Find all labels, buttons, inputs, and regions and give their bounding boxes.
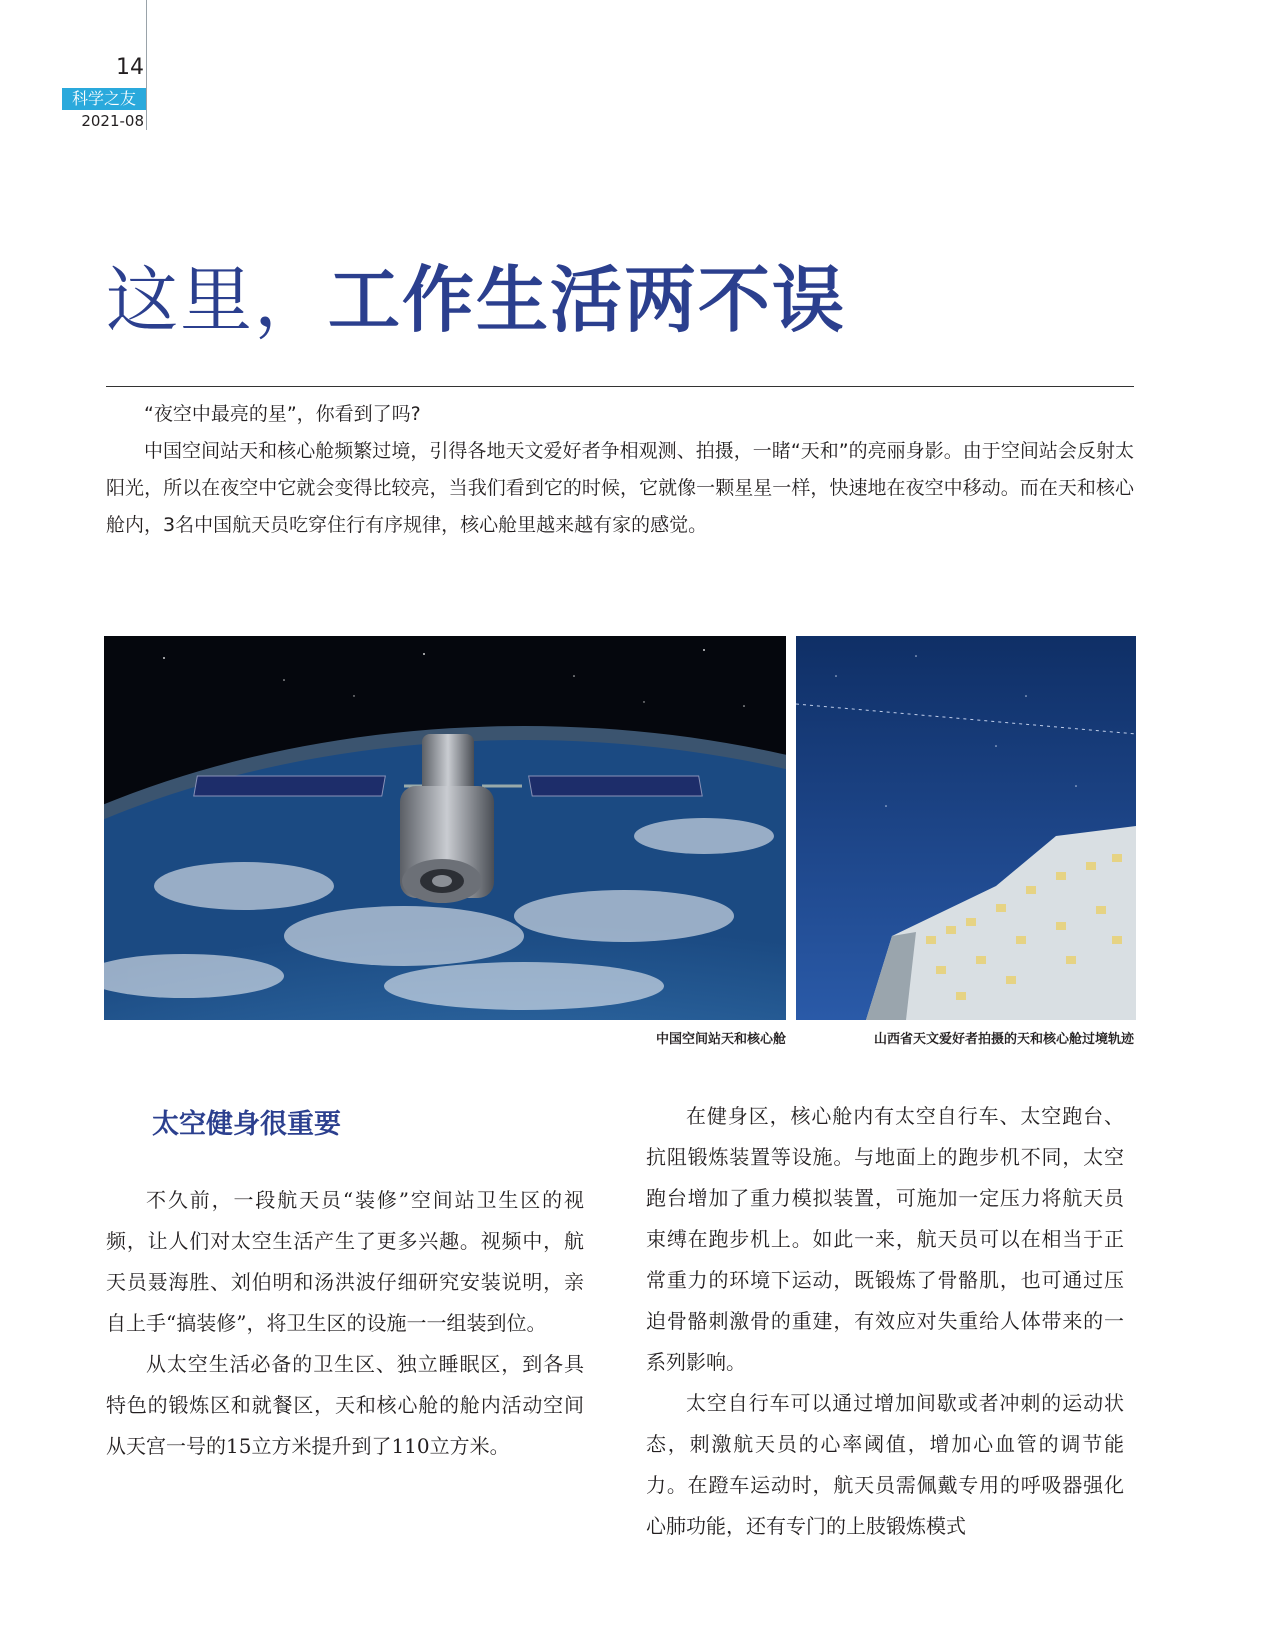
title-light-part: 这里， (106, 258, 329, 342)
title-bold-part: 工作生活两不误 (328, 258, 847, 342)
body-paragraph: 从太空生活必备的卫生区、独立睡眠区，到各具特色的锻炼区和就餐区，天和核心舱的舱内活动空间从天宫一号的15立方米提升到了110立方米。 (106, 1352, 584, 1458)
title-rule (106, 386, 1134, 387)
station-trail-photo (796, 636, 1136, 1020)
body-paragraph: 不久前，一段航天员“装修”空间站卫生区的视频，让人们对太空生活产生了更多兴趣。视频中，航天员聂海胜、刘伯明和汤洪波仔细研究安装说明，亲自上手“搞装修”，将卫生区的设施一一组装到位。 (106, 1188, 584, 1335)
issue-date: 2021-08 (81, 112, 144, 130)
body-paragraph: 太空自行车可以通过增加间歇或者冲刺的运动状态，刺激航天员的心率阈值，增加心血管的调节能力。在蹬车运动时，航天员需佩戴专用的呼吸器强化心肺功能，还有专门的上肢锻炼模式 (646, 1391, 1124, 1538)
page-number: 14 (116, 55, 144, 80)
right-column (646, 1096, 1124, 1547)
magazine-name-tag: 科学之友 (62, 88, 146, 110)
intro-paragraph: 中国空间站天和核心舱频繁过境，引得各地天文爱好者争相观测、拍摄，一睹“天和”的亮丽身影。由于空间站会反射太阳光，所以在夜空中它就会变得比较亮，当我们看到它的时候，它就像一颗星星一样，快速地在夜空中移动。而在天和核心舱内，3名中国航天员吃穿住行有序规律，核心舱里越来越有家的感觉。 (106, 440, 1134, 536)
space-station-photo (104, 636, 786, 1020)
body-paragraph: 在健身区，核心舱内有太空自行车、太空跑台、抗阻锻炼装置等设施。与地面上的跑步机不同，太空跑台增加了重力模拟装置，可施加一定压力将航天员束缚在跑步机上。如此一来，航天员可以在相当于正常重力的环境下运动，既锻炼了骨骼肌，也可通过压迫骨骼刺激骨的重建，有效应对失重给人体带来的一系列影响。 (646, 1104, 1124, 1374)
right-photo-caption: 山西省天文爱好者拍摄的天和核心舱过境轨迹 (873, 1032, 1134, 1047)
left-column (106, 1180, 584, 1467)
intro-paragraph: “夜空中最亮的星”，你看到了吗? (144, 403, 421, 425)
article-title (106, 258, 846, 342)
section-heading: 太空健身很重要 (152, 1109, 341, 1140)
left-photo-caption: 中国空间站天和核心舱 (655, 1032, 786, 1047)
article-intro (106, 396, 1134, 544)
header-divider (146, 0, 147, 130)
